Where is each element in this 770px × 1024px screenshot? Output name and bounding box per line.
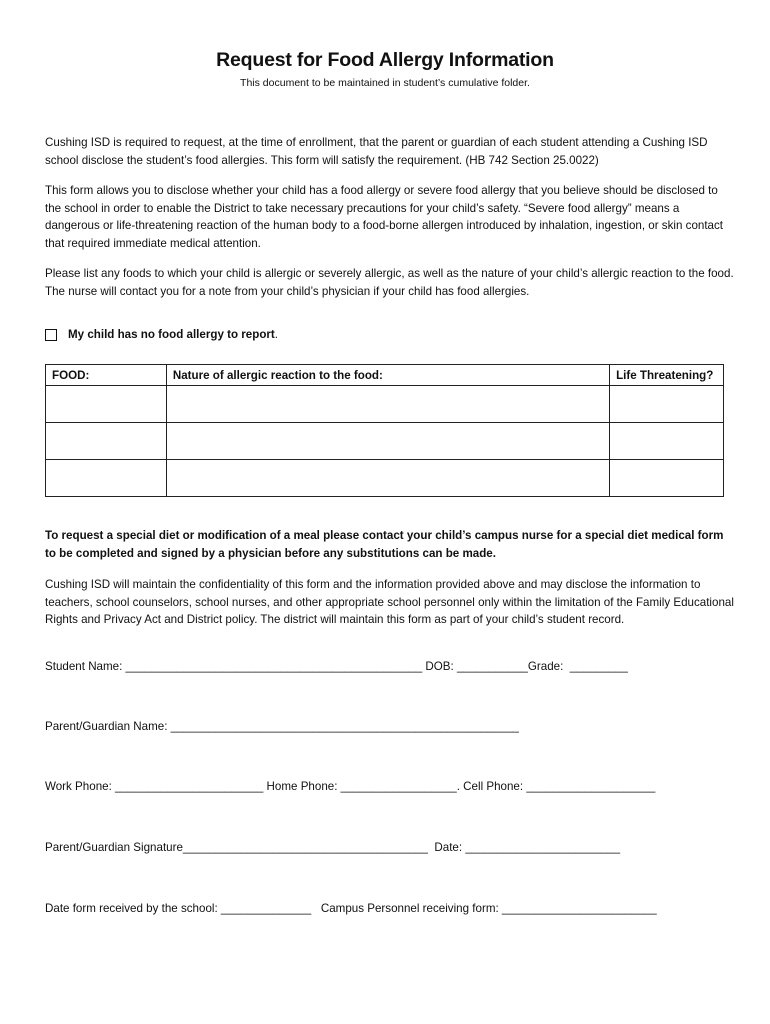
phone-fields[interactable]: Work Phone: _______________________ Home Phone: __________________. Cell Phone: ____________________ xyxy=(45,780,656,793)
life-threatening-cell[interactable] xyxy=(610,460,724,497)
intro-paragraph-instructions: Please list any foods to which your child is allergic or severely allergic, as well as the nature of your child’s allergic reaction to the food. The nurse will contact you for a note from your child’s physician if your child has food allergies. xyxy=(45,267,734,298)
food-cell[interactable] xyxy=(46,460,167,497)
reaction-cell[interactable] xyxy=(166,386,609,423)
no-allergy-row xyxy=(45,328,278,341)
special-diet-notice: To request a special diet or modification of a meal please contact your child’s campus nurse for a special diet medical form to be completed and signed by a physician before any substitutions can be made. xyxy=(45,529,724,560)
life-threatening-cell[interactable] xyxy=(610,386,724,423)
no-allergy-period: . xyxy=(274,328,279,341)
allergy-table-header-row xyxy=(46,365,724,386)
life-threatening-column-header: Life Threatening? xyxy=(610,365,724,386)
table-row xyxy=(46,386,724,423)
signature-field[interactable]: Parent/Guardian Signature______________________________________ Date: ________________________ xyxy=(45,841,621,854)
intro-paragraph-disclosure: This form allows you to disclose whether your child has a food allergy or severe food allergy that you believe should be disclosed to the school in order to enable the District to take necessary precautions for your child’s safety. “Severe food allergy” means a dangerous or life-threatening reaction of the human body to a food-borne allergen introduced by inhalation, ingestion, or skin contact that required immediate medical attention. xyxy=(45,184,724,250)
reaction-cell[interactable] xyxy=(166,423,609,460)
table-row xyxy=(46,423,724,460)
page-title: Request for Food Allergy Information xyxy=(216,49,554,71)
reaction-column-header: Nature of allergic reaction to the food: xyxy=(166,365,609,386)
confidentiality-paragraph: Cushing ISD will maintain the confidentiality of this form and the information provided above and may disclose the information to teachers, school counselors, school nurses, and other appropriate school personnel only within the limitation of the Family Educational Rights and Privacy Act and District policy. The district will maintain this form as part of your child’s student record. xyxy=(45,578,734,627)
student-info-field[interactable]: Student Name: ______________________________________________ DOB: ___________Grade: _________ xyxy=(45,660,628,673)
allergy-table xyxy=(45,364,724,497)
food-cell[interactable] xyxy=(46,423,167,460)
no-allergy-checkbox[interactable] xyxy=(45,329,57,341)
page-subtitle: This document to be maintained in student’s cumulative folder. xyxy=(240,77,530,89)
food-column-header: FOOD: xyxy=(46,365,167,386)
life-threatening-cell[interactable] xyxy=(610,423,724,460)
table-row xyxy=(46,460,724,497)
reaction-cell[interactable] xyxy=(166,460,609,497)
received-by-school-field[interactable]: Date form received by the school: ______________ Campus Personnel receiving form: ________________________ xyxy=(45,902,657,915)
food-cell[interactable] xyxy=(46,386,167,423)
no-allergy-label: My child has no food allergy to report xyxy=(68,328,275,341)
parent-name-field[interactable]: Parent/Guardian Name: ______________________________________________________ xyxy=(45,720,519,733)
intro-paragraph-requirement: Cushing ISD is required to request, at the time of enrollment, that the parent or guardian of each student attending a Cushing ISD school disclose the student’s food allergies. This form will satisfy the requirement. (HB 742 Section 25.0022) xyxy=(45,136,708,167)
